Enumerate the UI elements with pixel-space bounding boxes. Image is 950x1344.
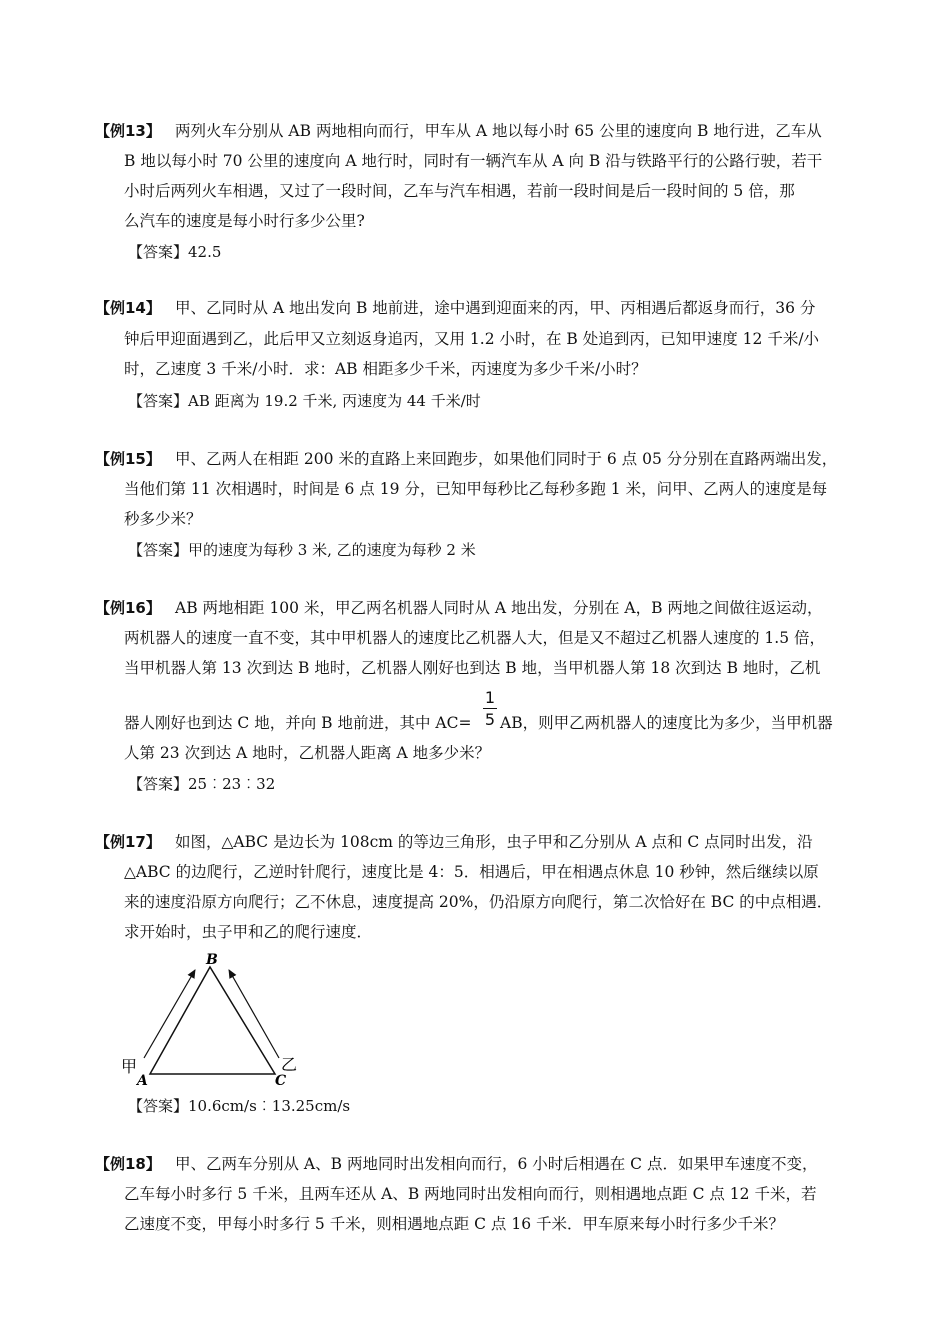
answer: 【答案】AB 距离为 19.2 千米, 丙速度为 44 千米/时 bbox=[128, 392, 481, 410]
problem-text: 两列火车分别从 AB 两地相向而行，甲车从 A 地以每小时 65 公里的速度向 B 地行进，乙车从 bbox=[175, 122, 822, 140]
right-arrow bbox=[229, 970, 279, 1058]
problem-text: 甲、乙两车分别从 A、B 两地同时出发相向而行，6 小时后相遇在 C 点．如果甲车速度不变， bbox=[175, 1155, 818, 1173]
bug-jia-label: 甲 bbox=[121, 1057, 138, 1076]
problem-text: 人第 23 次到达 A 地时，乙机器人距离 A 地多少米？ bbox=[124, 744, 491, 762]
problem-text: AB 两地相距 100 米，甲乙两名机器人同时从 A 地出发，分别在 A，B 两地之间做往返运动， bbox=[175, 599, 823, 617]
problem-text: 乙速度不变，甲每小时多行 5 千米，则相遇地点距 C 点 16 千米．甲车原来每小时行多少千米？ bbox=[124, 1215, 785, 1233]
problem-text: 乙车每小时多行 5 千米，且两车还从 A、B 两地同时出发相向而行，则相遇地点距 C 点 12 千米，若 bbox=[124, 1185, 817, 1203]
problem-label: 【例17】 bbox=[95, 833, 161, 851]
problem-text: △ABC 的边爬行，乙逆时针爬行，速度比是 4：5．相遇后，甲在相遇点休息 10 秒钟，然后继续以原 bbox=[124, 863, 819, 881]
problem-text: 秒多少米？ bbox=[124, 510, 202, 528]
problem-text: 小时后两列火车相遇，又过了一段时间，乙车与汽车相遇，若前一段时间是后一段时间的 5 倍，那 bbox=[124, 182, 795, 200]
answer: 【答案】25︰23︰32 bbox=[128, 775, 276, 793]
problem-text: 求开始时，虫子甲和乙的爬行速度． bbox=[124, 923, 373, 941]
problem-label: 【例15】 bbox=[95, 450, 161, 468]
answer: 【答案】10.6cm/s︰13.25cm/s bbox=[128, 1097, 351, 1115]
problem-text: 当甲机器人第 13 次到达 B 地时，乙机器人刚好也到达 B 地，当甲机器人第 18 次到达 B 地时，乙机 bbox=[124, 659, 821, 677]
problem-label: 【例16】 bbox=[95, 599, 161, 617]
problem-text: B 地以每小时 70 公里的速度向 A 地行时，同时有一辆汽车从 A 向 B 沿与铁路平行的公路行驶，若干 bbox=[124, 152, 823, 170]
fraction-numerator: 1 bbox=[484, 688, 496, 707]
vertex-c-label: C bbox=[275, 1073, 287, 1089]
bug-yi-label: 乙 bbox=[281, 1055, 298, 1074]
vertex-b-label: B bbox=[206, 952, 218, 968]
problem-label: 【例13】 bbox=[95, 122, 161, 140]
problem-text: 当他们第 11 次相遇时，时间是 6 点 19 分，已知甲每秒比乙每秒多跑 1 米，问甲、乙两人的速度是每 bbox=[124, 480, 828, 498]
triangle-abc bbox=[150, 967, 275, 1074]
triangle-figure bbox=[115, 948, 305, 1093]
problem-text: AB，则甲乙两机器人的速度比为多少，当甲机器 bbox=[500, 714, 833, 732]
fraction-denominator: 5 bbox=[484, 710, 496, 729]
answer: 【答案】42.5 bbox=[128, 243, 222, 261]
problem-text: 么汽车的速度是每小时行多少公里? bbox=[124, 212, 365, 230]
left-arrow bbox=[144, 970, 195, 1058]
fraction-bar bbox=[483, 708, 497, 709]
problem-text: 时，乙速度 3 千米/小时．求：AB 相距多少千米，丙速度为多少千米/小时？ bbox=[124, 360, 647, 378]
problem-text: 来的速度沿原方向爬行；乙不休息，速度提高 20%，仍沿原方向爬行，第二次恰好在 BC 的中点相遇． bbox=[124, 893, 833, 911]
problem-text: 甲、乙同时从 A 地出发向 B 地前进，途中遇到迎面来的丙，甲、丙相遇后都返身而行，36 分 bbox=[175, 299, 816, 317]
problem-text: 两机器人的速度一直不变，其中甲机器人的速度比乙机器人大，但是又不超过乙机器人速度的 1.5 倍， bbox=[124, 629, 826, 647]
problem-label: 【例14】 bbox=[95, 299, 161, 317]
problem-text: 甲、乙两人在相距 200 米的直路上来回跑步，如果他们同时于 6 点 05 分分别在直路两端出发， bbox=[175, 450, 838, 468]
problem-text: 如图，△ABC 是边长为 108cm 的等边三角形，虫子甲和乙分别从 A 点和 C 点同时出发，沿 bbox=[175, 833, 813, 851]
vertex-a-label: A bbox=[137, 1073, 148, 1089]
problem-text: 器人刚好也到达 C 地，并向 B 地前进，其中 AC= bbox=[124, 714, 472, 732]
problem-text: 钟后甲迎面遇到乙，此后甲又立刻返身追丙，又用 1.2 小时，在 B 处追到丙，已知甲速度 12 千米/小 bbox=[124, 330, 820, 348]
problem-label: 【例18】 bbox=[95, 1155, 161, 1173]
answer: 【答案】甲的速度为每秒 3 米, 乙的速度为每秒 2 米 bbox=[128, 541, 476, 559]
